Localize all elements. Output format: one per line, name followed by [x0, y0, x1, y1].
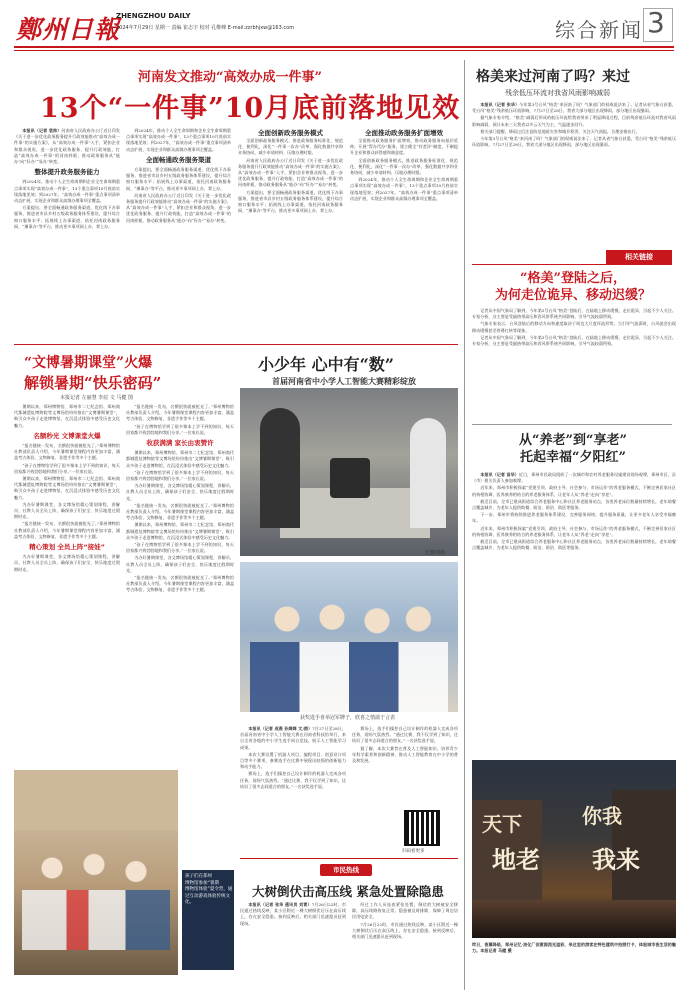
- related-body3: 记者从中国气象局了解到，今年第3号台风“格美”登陆后，在陆地上移动缓慢，走位诡异，引起不少人关注。专家分析，这主要是受副热带高压和西风带系统共同影响，引导气流较弱所致。: [472, 334, 676, 347]
- ai-photo-2: [240, 562, 458, 712]
- masthead-rule-thin: [14, 50, 674, 51]
- lead-body2: 到2024年，推动个人全生命周期和企业全生命周期重点事项实现“高效办成一件事”，13个重点事项10月底前实现落地见效；到2027年，“高效办成一件事”重点事项清单动态扩展，实现企业和群众高频办理事项全覆盖。: [14, 179, 120, 204]
- ai-photo-1: [240, 388, 458, 556]
- ai-body4: 据了解，本次大赛旨在普及人工智能知识，培养青少年科学素养和创新精神，推动人工智能教育在中小学的普及和发展。: [352, 745, 458, 764]
- ai-photo-2-shirts: [250, 642, 448, 712]
- museum-col2-body7: 暑期以来，郑州博物馆、郑州市二七纪念馆、郑州商代都城遗址博物院等文博场馆纷纷推出“文博暑期课堂”，吸引众多孩子走进博物馆，在沉浸式体验中感受历史文化魅力。: [126, 522, 234, 540]
- page-number: 3: [647, 6, 665, 39]
- section-name: 综合新闻: [555, 18, 643, 42]
- lead-col2: [126, 128, 231, 338]
- lead-kicker: 河南发文推动“高效办成一件事”: [138, 70, 322, 85]
- ai-photo-1-person2: [410, 418, 446, 528]
- museum-col2-body4: “孩子在博物馆学到了很多课本上学不到的知识，每天回家都兴致勃勃地和我们分享。”一位家长说。: [126, 469, 234, 482]
- ai-body3: 赛场上，选手们操控自己设计制作的机器人完成各项任务，现场气氛热烈。“通过比赛，我不仅学到了知识，还结识了很多志同道合的朋友。”一名获奖选手说。: [352, 726, 458, 744]
- lead-col4: [350, 138, 458, 338]
- lead-sub3: 全面创新政务服务模式: [258, 129, 323, 137]
- related-title: “格美”登陆之后， 为何走位诡异、移动迟缓？: [494, 271, 651, 303]
- lead-bottom-rule: [14, 344, 458, 345]
- ai-headline: 首届河南省中小学人工智能大赛精彩绽放: [272, 377, 416, 386]
- museum-col2-body3: 暑期以来，郑州博物馆、郑州市二七纪念馆、郑州商代都城遗址博物院等文博场馆纷纷推出“文博暑期课堂”，吸引众多孩子走进博物馆，在沉浸式体验中感受历史文化魅力。: [126, 450, 234, 468]
- museum-col2-body10: “报名链接一发布，名额很快就被抢光了。”郑州博物馆社教部负责人介绍，今年暑期课堂课程内容更加丰富，涵盖考古体验、文物修复、非遗手作等多个主题。: [126, 575, 234, 593]
- museum-col2-body2: “孩子在博物馆学到了很多课本上学不到的知识，每天回家都兴致勃勃地和我们分享。”一位家长说。: [126, 423, 234, 435]
- lead-body5: 全面推动政务服务扩面增效，推动政务服务向基层延伸，开展“帮办代办”服务，建立健全“好差评”制度，不断提升企业和群众获得感和满意度。: [350, 138, 458, 156]
- lead-sub1: 整体提升政务服务能力: [34, 168, 100, 177]
- museum-photo-wall: [14, 770, 178, 830]
- hotline-body2: 经过工作人员连夜紧张处置，倒伏的大树被安全移除，高压线路恢复正常，隐患被及时排除，保障了周边居民用电安全。: [352, 902, 458, 920]
- ai-photo-1-person: [260, 408, 300, 528]
- hotline-body1: 7月26日22时，市民通过热线反映，某小区附近一棵大树倒伏后压在高压线上，存在安全隐患。接到反映后，相关部门迅速派员赶到现场。: [240, 902, 346, 926]
- ai-body1: 7月27日至28日，首届河南省中小学人工智能大赛在河南省科技馆举行，来自全省各地的中小学生选手同台竞技，展示人工智能学习成果。: [240, 726, 346, 750]
- right-rule-1: [472, 424, 672, 425]
- related-body1: 记者从中国气象局了解到，今年第3号台风“格美”登陆后，在陆地上移动缓慢，走位诡异，引起不少人关注。专家分析，这主要是受副热带高压和西风带系统共同影响，引导气流较弱所致。: [472, 308, 676, 320]
- elderly-body: [472, 472, 676, 750]
- right-top-title: 格美来过河南了吗？来过: [476, 69, 630, 85]
- right-top-body2: 据气象专家介绍，“格美”减弱后形成的低压环流给我省带来了明显降雨过程，目前残余低压环流对我省风雨影响减弱，预计未来三天我省以多云天气为主，气温逐步回升。: [472, 115, 676, 127]
- ai-photo-2-caption: 获奖选手喜举冠军牌子，欣喜之情溢于言表: [300, 715, 396, 721]
- lead-body5c: 到2024年，推动个人全生命周期和企业全生命周期重点事项实现“高效办成一件事”，13个重点事项10月底前实现落地见效；到2027年，“高效办成一件事”重点事项清单动态扩展，实现企业和群众高频办理事项全覆盖。: [350, 177, 458, 201]
- dateline: 2024年7月29日 星期一 责编 崔志宇 校对 孔维峰 E-mail:zzrbhjxw@163.com: [116, 25, 295, 31]
- museum-body2b: “孩子在博物馆学到了很多课本上学不到的知识，每天回家都兴致勃勃地和我们分享。”一位家长说。: [14, 462, 120, 474]
- hotline-col1: [240, 902, 346, 982]
- elderly-body1: 近日，郑州市民政局组织了一次城市和农村养老服务设施建设现场观摩，郑州市区、县（市）相关负责人参加观摩。: [472, 472, 676, 484]
- lead-sub4: 全面推动政务服务扩面增效: [365, 129, 443, 137]
- museum-body2: “报名链接一发布，名额很快就被抢光了。”郑州博物馆社教部负责人介绍，今年暑期课堂课程内容更加丰富，涵盖考古体验、文物修复、非遗手作等多个主题。: [14, 443, 120, 461]
- right-top-body3: 相关部门提醒，降雨过后注意防范地质灾害和城乡积涝，关注天气预报，合理安排出行。: [480, 128, 640, 134]
- ai-photo-1-caption: 比赛现场: [425, 550, 446, 556]
- ai-col1: [240, 726, 346, 836]
- lead-body4b: 河南省人民政府办公厅近日印发《关于进一步优化政务服务提升行政效能推动“高效办成一件事”的实施方案》，从“高效办成一件事”入手，紧扣企业和群众视角，进一步优化政务服务、提升行政效能，打造“高效办成一件事”的河南样板，推动政务服务从“能办”向“好办”“易办”转变。: [238, 157, 343, 188]
- lead-body1: 河南省人民政府办公厅近日印发《关于进一步优化政务服务提升行政效能推动“高效办成一件事”的实施方案》，从“高效办成一件事”入手，紧扣企业和群众视角，进一步优化政务服务、提升行政效能，打造“高效办成一件事”的河南样板，推动政务服务从“能办”向“好办”“易办”转变。: [14, 128, 120, 165]
- museum-sub1: 名额秒光 文博课堂火爆: [33, 431, 101, 440]
- museum-sub2: 收获满满 家长由衷赞许: [146, 439, 214, 448]
- ai-photo-1-robot: [330, 458, 370, 498]
- column-divider: [464, 60, 465, 990]
- museum-photo: [14, 770, 178, 975]
- museum-body2e: “报名链接一发布，名额很快就被抢光了。”郑州博物馆社教部负责人介绍，今年暑期课堂课程内容更加丰富，涵盖考古体验、文物修复、非遗手作等多个主题。: [14, 521, 120, 539]
- elderly-body3: 截至目前，全市已建成街道综合养老服务中心和社区养老服务站点，各类养老床位数量持续增长，老年助餐点覆盖城乡，为老年人提供助餐、助洁、助浴、助医等服务。: [472, 498, 676, 511]
- night-crowd: [472, 900, 676, 938]
- museum-col2-body1: “报名链接一发布，名额很快就被抢光了。”郑州博物馆社教部负责人介绍，今年暑期课堂课程内容更加丰富，涵盖考古体验、文物修复、非遗手作等多个主题。: [126, 404, 234, 422]
- lead-sub2: 全面畅通政务服务渠道: [146, 155, 211, 164]
- hotline-body3: 7月26日22时，市民通过热线反映，某小区附近一棵大树倒伏后压在高压线上，存在安全隐患。接到反映后，相关部门迅速派员赶到现场。: [352, 921, 458, 940]
- related-body2: 气象专家表示，台风登陆后的移动方向和速度取决于周边大尺度环流形势，当引导气流弱时，台风就会出现移动缓慢甚至停滞打转等现象。: [472, 321, 676, 333]
- night-sign-1: 天下: [482, 812, 522, 836]
- ai-byline: 本报讯（记者 成燕 孙婵婵 文/图）: [248, 726, 313, 731]
- lead-col1: [14, 128, 120, 338]
- right-top-body4: 今年第3号台风“格美”来河南了吗？气象部门的权威说法来了。记者从省气象台获悉，受台风“格美”残余低压环流影响，7月27日至28日，我省大部分地区出现降雨，部分地区出现暴雨。: [472, 136, 676, 148]
- night-sign-3: 地老: [492, 845, 540, 874]
- right-top-body1: 今年第3号台风“格美”来河南了吗？气象部门的权威说法来了。记者从省气象台获悉，受台风“格美”残余低压环流影响，7月27日至28日，我省大部分地区出现降雨，部分地区出现暴雨。: [472, 102, 676, 114]
- lead-body4c: 方案提出，要全面畅通政务服务渠道，优化线下办事服务，推进省市县乡村五级政务服务体系建设，提升综合窗口服务水平；拓展线上办事渠道，依托河南政务服务网、“豫事办”等平台，推动更多事项网上办、掌上办。: [238, 189, 343, 214]
- elderly-body2: 近年来，郑州市积极探索“党建引领、政府主导、社会参与、市场运作”的养老服务模式，不断完善居家社区机构相协调、医养康养相结合的养老服务体系，让老年人从“养老”走向“享老”。: [472, 485, 676, 497]
- lead-col3: [238, 138, 343, 338]
- museum-col2-body9: 为办好暑期课堂，各文博场馆精心策划课程，讲解员、社教人员全员上阵，确保孩子们安全、快乐地度过假期时光。: [126, 555, 234, 573]
- right-top-body: [472, 102, 676, 242]
- museum-kicker: “文博暑期课堂”火爆: [24, 355, 153, 371]
- related-tag: 相关链接: [606, 250, 672, 264]
- hotline-headline: 大树倒伏击高压线 紧急处置除隐患: [252, 884, 444, 899]
- museum-headline: 解锁暑期“快乐密码”: [24, 374, 162, 392]
- ai-body2: 本次大赛设置了机器人项目、编程项目、创意设计项目等多个赛项，参赛选手在比赛中展现出较强的创新能力和动手能力。: [240, 751, 346, 770]
- right-top-subtitle: 残余低压环流对我省风雨影响减弱: [505, 89, 610, 97]
- museum-col2-body6: “报名链接一发布，名额很快就被抢光了。”郑州博物馆社教部负责人介绍，今年暑期课堂课程内容更加丰富，涵盖考古体验、文物修复、非遗手作等多个主题。: [126, 502, 234, 521]
- night-sign-4: 我来: [592, 845, 640, 874]
- museum-byline: 本报记者 左丽慧 李辰 文 马健 图: [60, 395, 133, 401]
- museum-body3: 为办好暑期课堂，各文博场馆精心策划课程，讲解员、社教人员全员上阵，确保孩子们安全、快乐地度过假期时光。: [14, 554, 120, 572]
- related-rule: [472, 264, 672, 265]
- lead-headline: 13个“一件事”10月底前落地见效: [40, 93, 461, 124]
- lead-body4: 全面创新政务服务模式，推进政务服务标准化、规范化、便利化，深化“一件事一次办”改革，强化数据共享和业务协同，减少申请材料、压缩办理时限。: [238, 138, 343, 156]
- ai-kicker: 小少年 心中有“数”: [258, 355, 394, 374]
- night-photo: [472, 760, 676, 938]
- ai-body2b: 赛场上，选手们操控自己设计制作的机器人完成各项任务，现场气氛热烈。“通过比赛，我不仅学到了知识，还结识了很多志同道合的朋友。”一名获奖选手说。: [240, 771, 346, 789]
- museum-body2d: 为办好暑期课堂，各文博场馆精心策划课程，讲解员、社教人员全员上阵，确保孩子们安全、快乐地度过假期时光。: [14, 501, 120, 520]
- lead-body2b: 方案提出，要全面畅通政务服务渠道，优化线下办事服务，推进省市县乡村五级政务服务体系建设，提升综合窗口服务水平；拓展线上办事渠道，依托河南政务服务网、“豫事办”等平台，推动更多事项网上办、掌上办。: [14, 205, 120, 229]
- night-sign-2: 你我: [582, 804, 622, 828]
- museum-body2c: 暑期以来，郑州博物馆、郑州市二七纪念馆、郑州商代都城遗址博物院等文博场馆纷纷推出“文博暑期课堂”，吸引众多孩子走进博物馆，在沉浸式体验中感受历史文化魅力。: [14, 476, 120, 500]
- museum-photo-shirts: [22, 890, 170, 950]
- related-body: [472, 308, 676, 416]
- hotline-rule: [240, 858, 458, 859]
- museum-col1: [14, 404, 120, 764]
- lead-body3b: 河南省人民政府办公厅近日印发《关于进一步优化政务服务提升行政效能推动“高效办成一件事”的实施方案》，从“高效办成一件事”入手，紧扣企业和群众视角，进一步优化政务服务、提升行政效能，打造“高效办成一件事”的河南样板，推动政务服务从“能办”向“好办”“易办”转变。: [126, 192, 231, 223]
- elderly-title: 从“养老”到“享老” 托起幸福“夕阳红”: [519, 433, 627, 465]
- masthead-rule: [14, 46, 674, 48]
- hotline-col2: [352, 902, 458, 982]
- newspaper-pinyin: ZHENGZHOU DAILY: [116, 12, 191, 20]
- hotline-byline: 本报讯（记者 张华 通讯员 刘青）: [248, 902, 312, 907]
- newspaper-logo: 鄭州日報: [16, 15, 121, 44]
- qr-code[interactable]: [404, 810, 440, 846]
- museum-col2-body5: 为办好暑期课堂，各文博场馆精心策划课程，讲解员、社教人员全员上阵，确保孩子们安全、快乐地度过假期时光。: [126, 483, 234, 501]
- right-top-byline: 本报讯（记者 张华）: [480, 102, 520, 107]
- hotline-tag: 市民热线: [320, 864, 372, 876]
- elderly-body6: 截至目前，全市已建成街道综合养老服务中心和社区养老服务站点，各类养老床位数量持续增长，老年助餐点覆盖城乡，为老年人提供助餐、助洁、助浴、助医等服务。: [472, 539, 676, 551]
- elderly-byline: 本报讯（记者 苗华）: [480, 472, 519, 477]
- lead-byline: 本报讯（记者 袁帅）: [22, 128, 62, 133]
- ai-col2: [352, 726, 458, 806]
- qr-caption: 扫码看更多: [402, 849, 425, 854]
- museum-col2-body8: “孩子在博物馆学到了很多课本上学不到的知识，每天回家都兴致勃勃地和我们分享。”一位家长说。: [126, 542, 234, 554]
- lead-col2-text: 到2024年，推动个人全生命周期和企业全生命周期重点事项实现“高效办成一件事”，13个重点事项10月底前实现落地见效；到2027年，“高效办成一件事”重点事项清单动态扩展，实现企业和群众高频办理事项全覆盖。: [126, 128, 231, 152]
- elderly-body5: 近年来，郑州市积极探索“党建引领、政府主导、社会参与、市场运作”的养老服务模式，不断完善居家社区机构相协调、医养康养相结合的养老服务体系，让老年人从“养老”走向“享老”。: [472, 525, 676, 537]
- museum-body1: 暑期以来，郑州博物馆、郑州市二七纪念馆、郑州商代都城遗址博物院等文博场馆纷纷推出“文博暑期课堂”，吸引众多孩子走进博物馆，在沉浸式体验中感受历史文化魅力。: [14, 404, 120, 428]
- lead-body5b: 全面创新政务服务模式，推进政务服务标准化、规范化、便利化，深化“一件事一次办”改革，强化数据共享和业务协同，减少申请材料、压缩办理时限。: [350, 157, 458, 176]
- museum-photo-caption: 孩子们在郑州 博物馆参加“暑期 博物馆体验”夏令营，通过互动游戏体验传统文化。: [185, 874, 233, 905]
- night-photo-caption: 昨日，夜幕降临，郑州记忆·油化厂创意园流光溢彩，来这里的游客在特色建筑中拍照打卡，体验城市夜生活的魅力。本报记者 马健 摄: [472, 942, 676, 954]
- museum-sub3: 精心策划 全员上阵“接娃”: [29, 543, 105, 552]
- elderly-body4: 下一步，郑州市将持续推进养老服务体系建设，完善服务网络，提升服务质量，让更多老年人享受幸福晚年。: [472, 512, 676, 524]
- lead-body3: 方案提出，要全面畅通政务服务渠道，优化线下办事服务，推进省市县乡村五级政务服务体系建设，提升综合窗口服务水平；拓展线上办事渠道，依托河南政务服务网、“豫事办”等平台，推动更多事项网上办、掌上办。: [126, 167, 231, 191]
